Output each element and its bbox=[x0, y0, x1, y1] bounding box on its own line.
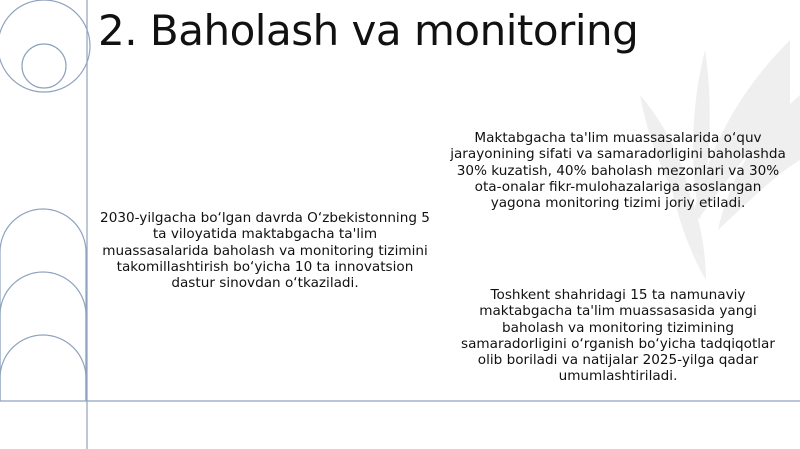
outline-circle-large bbox=[0, 0, 90, 92]
arch-bottom bbox=[0, 335, 86, 401]
outline-circle-small bbox=[22, 44, 66, 88]
arch-middle bbox=[0, 272, 86, 401]
arch-top bbox=[0, 209, 86, 401]
slide-title: 2. Baholash va monitoring bbox=[98, 6, 639, 55]
text-block-right-top: Maktabgacha ta'lim muassasalarida o‘quv jarayonining sifati va samaradorligini baholashda 30% kuzatish, 40% baholash mezonlari va 30% ota-onalar fikr-mulohazalariga asoslangan yagona monitoring tizimi joriy etiladi. bbox=[450, 130, 786, 212]
text-block-right-bottom: Toshkent shahridagi 15 ta namunaviy maktabgacha ta'lim muassasasida yangi baholash va monitoring tizimining samaradorligini o‘rganish bo‘yicha tadqiqotlar olib boriladi va natijalar 2025-yilga qadar umumlashtiriladi. bbox=[461, 287, 775, 385]
text-block-left: 2030-yilgacha bo‘lgan davrda O‘zbekistonning 5 ta viloyatida maktabgacha ta'lim muassasalarida baholash va monitoring tizimini takomillashtirish bo‘yicha 10 ta innovatsion dastur sinovdan o‘tkaziladi. bbox=[100, 210, 430, 292]
